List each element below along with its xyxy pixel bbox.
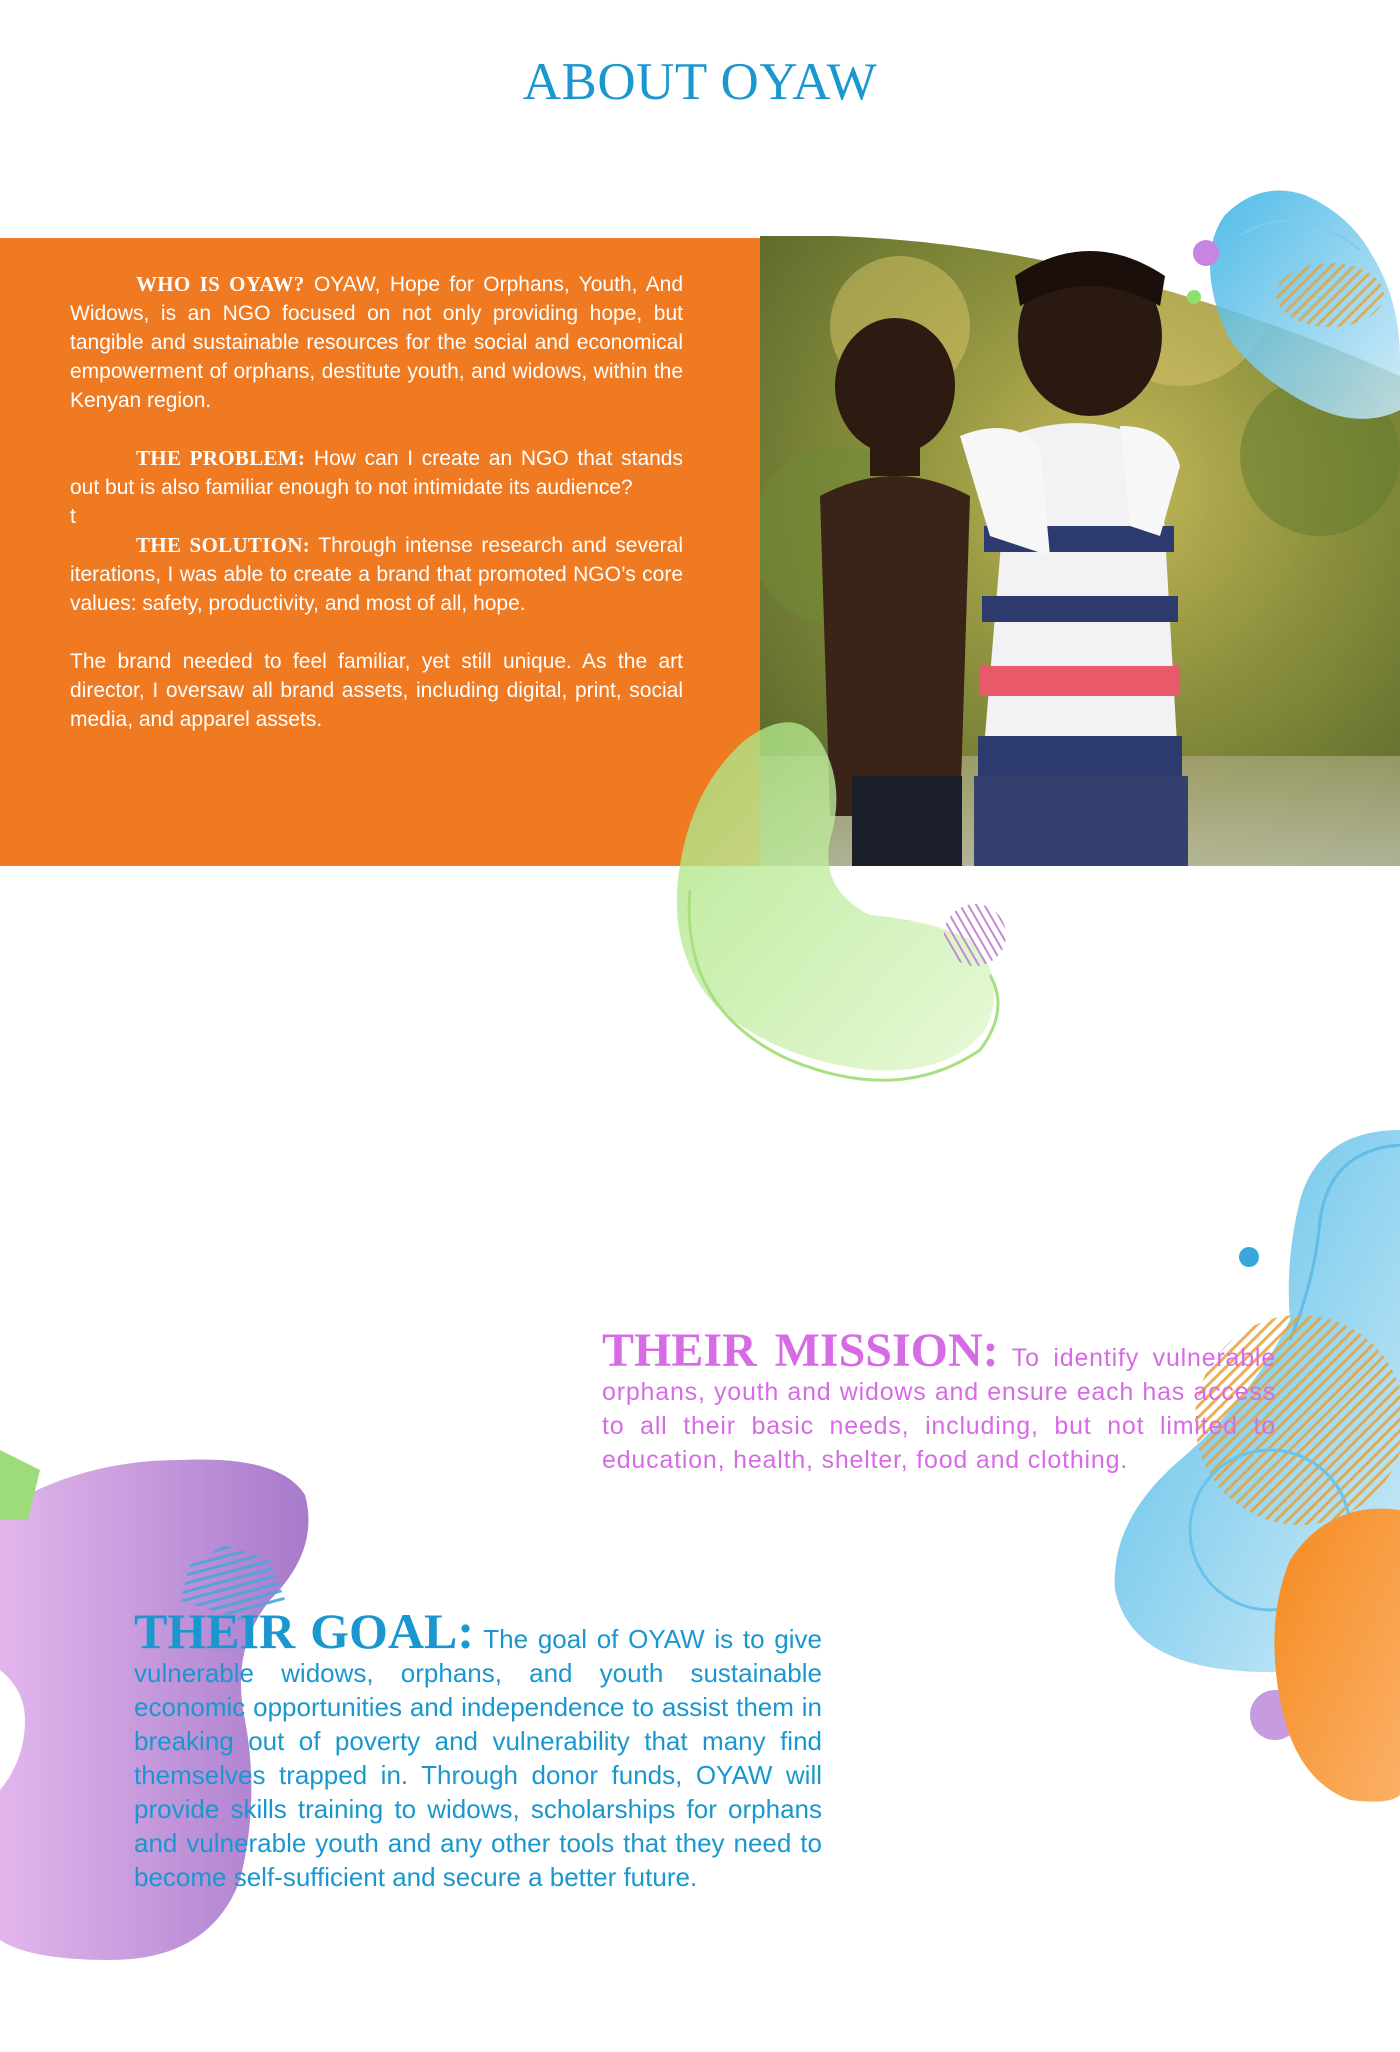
goal-text: The goal of OYAW is to give vulnerable widows, orphans, and youth sustainable economic opportunities and independence to assist them in breaking out of poverty and vulnerability that many find themselves trapped in. Through donor funds, OYAW will provide skills training to widows, scholarships for orphans and vulnerable youth and any other tools that they need to become self-sufficient and secure a better future.: [134, 1624, 822, 1892]
problem-label: THE PROBLEM:: [136, 446, 306, 470]
who-text: OYAW, Hope for Orphans, Youth, And Widows, is an NGO focused on not only providing hope, but tangible and sustainable resources for the social and economical empowerment of orphans, destitute youth, and widows, within the Kenyan region.: [70, 273, 683, 412]
problem-text: How can I create an NGO that stands out but is also familiar enough to not intimidate its audience?: [70, 447, 683, 499]
solution-text: Through intense research and several iterations, I was able to create a brand that promoted NGO’s core values: safety, productivity, and most of all, hope.: [70, 534, 683, 615]
mission-label: THEIR MISSION:: [602, 1324, 999, 1377]
solution-label: THE SOLUTION:: [136, 533, 311, 557]
stray-char: t: [70, 505, 76, 528]
goal-paragraph: [134, 1603, 822, 1894]
who-label: WHO IS OYAW?: [136, 272, 305, 296]
page-title: ABOUT OYAW: [522, 53, 878, 111]
mission-section: [602, 1324, 1276, 1477]
mission-paragraph: [602, 1324, 1276, 1477]
goal-label: THEIR GOAL:: [134, 1603, 475, 1659]
blue-blob-top: [1187, 191, 1400, 419]
brand-paragraph: The brand needed to feel familiar, yet still unique. As the art director, I oversaw all brand assets, including digital, print, social media, and apparel assets.: [70, 650, 683, 731]
goal-section: [134, 1603, 822, 1894]
green-blob: [677, 722, 1006, 1080]
mission-text: To identify vulnerable orphans, youth and widows and ensure each has access to all their basic needs, including, but not limited to education, health, shelter, food and clothing.: [602, 1344, 1276, 1474]
